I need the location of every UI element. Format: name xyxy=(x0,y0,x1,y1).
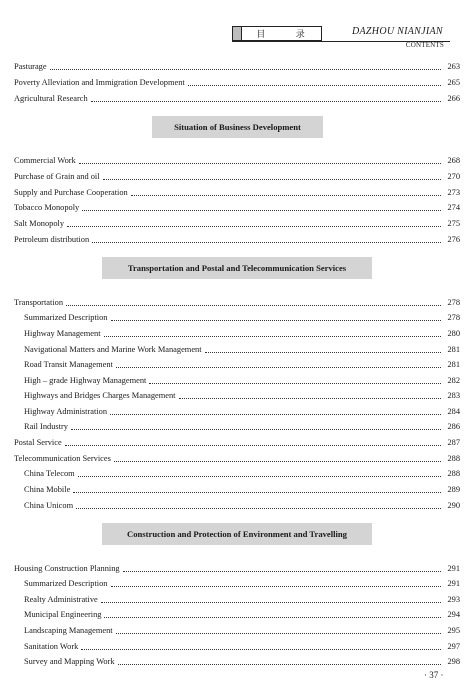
toc-leader-dots xyxy=(103,179,441,180)
toc-entry-page: 295 xyxy=(447,626,460,635)
toc-leader-dots xyxy=(66,305,441,306)
toc-entry-label: Petroleum distribution xyxy=(14,235,90,244)
toc-entry-page: 276 xyxy=(447,235,460,244)
toc-subentry xyxy=(24,606,460,620)
toc-entry-label: Salt Monopoly xyxy=(14,219,65,228)
toc-subentry xyxy=(24,638,460,652)
toc-entry-page: 289 xyxy=(447,485,460,494)
toc-subentry xyxy=(24,309,460,323)
toc-entry-page: 265 xyxy=(447,78,460,87)
toc-entry xyxy=(14,450,460,464)
toc-entry-page: 284 xyxy=(447,407,460,416)
toc-subentry xyxy=(24,325,460,339)
toc-entry-label: Purchase of Grain and oil xyxy=(14,172,100,181)
toc-entry-page: 268 xyxy=(447,156,460,165)
toc-entry xyxy=(14,184,460,198)
toc-leader-dots xyxy=(79,163,441,164)
toc-entry-label: Highways and Bridges Charges Management xyxy=(24,391,176,400)
toc-entry-page: 278 xyxy=(447,313,460,322)
toc-subentry xyxy=(24,372,460,386)
header-cn-char-2: 录 xyxy=(295,29,307,39)
toc-leader-dots xyxy=(101,602,441,603)
toc-entry-label: China Unicom xyxy=(24,501,74,510)
toc-entry-label: Municipal Engineering xyxy=(24,610,102,619)
toc-entry-label: Rail Industry xyxy=(24,422,68,431)
toc-entry-page: 278 xyxy=(447,298,460,307)
section-heading: Construction and Protection of Environment and Travelling xyxy=(102,523,372,545)
toc-subentry xyxy=(24,341,460,355)
toc-entry-label: China Mobile xyxy=(24,485,71,494)
toc-entry-page: 286 xyxy=(447,422,460,431)
toc-leader-dots xyxy=(118,664,441,665)
toc-entry xyxy=(14,74,460,88)
toc-entry-page: 281 xyxy=(447,360,460,369)
toc-entry-label: Highway Management xyxy=(24,329,101,338)
footer-page-number: · 37 · xyxy=(424,670,444,680)
toc-leader-dots xyxy=(82,210,441,211)
toc-entry-page: 287 xyxy=(447,438,460,447)
toc-entry-page: 297 xyxy=(447,642,460,651)
toc-subentry xyxy=(24,497,460,511)
header-contents-box xyxy=(232,26,322,41)
toc-leader-dots xyxy=(78,476,441,477)
toc-entry-page: 290 xyxy=(447,501,460,510)
toc-leader-dots xyxy=(131,195,441,196)
toc-leader-dots xyxy=(149,383,441,384)
toc-leader-dots xyxy=(123,571,441,572)
toc-subentry xyxy=(24,481,460,495)
toc-entry-label: Transportation xyxy=(14,298,64,307)
toc-entry-page: 274 xyxy=(447,203,460,212)
header-cn-char-1: 目 xyxy=(256,29,268,39)
toc-entry xyxy=(14,294,460,308)
toc-leader-dots xyxy=(50,69,441,70)
toc-entry-page: 282 xyxy=(447,376,460,385)
toc-entry-label: Postal Service xyxy=(14,438,62,447)
toc-leader-dots xyxy=(91,101,441,102)
toc-entry-label: High – grade Highway Management xyxy=(24,376,147,385)
toc-entry-label: China Telecom xyxy=(24,469,75,478)
toc-entry xyxy=(14,434,460,448)
toc-leader-dots xyxy=(104,617,441,618)
toc-entry-label: Realty Administrative xyxy=(24,595,98,604)
toc-entry-page: 294 xyxy=(447,610,460,619)
header-subtitle: CONTENTS xyxy=(405,41,444,49)
toc-leader-dots xyxy=(179,398,442,399)
toc-entry-label: Supply and Purchase Cooperation xyxy=(14,188,128,197)
toc-entry-page: 275 xyxy=(447,219,460,228)
toc-entry-page: 270 xyxy=(447,172,460,181)
toc-entry-page: 280 xyxy=(447,329,460,338)
header-gray-mark xyxy=(233,27,242,40)
toc-subentry xyxy=(24,591,460,605)
toc-entry-page: 293 xyxy=(447,595,460,604)
toc-entry-page: 298 xyxy=(447,657,460,666)
toc-leader-dots xyxy=(111,320,442,321)
section-heading: Situation of Business Development xyxy=(152,116,323,138)
section-heading: Transportation and Postal and Telecommunication Services xyxy=(102,257,372,279)
toc-subentry xyxy=(24,575,460,589)
header-title: DAZHOU NIANJIAN xyxy=(352,26,443,37)
toc-entry-page: 263 xyxy=(447,62,460,71)
toc-leader-dots xyxy=(111,586,442,587)
toc-leader-dots xyxy=(92,242,441,243)
toc-leader-dots xyxy=(76,508,441,509)
toc-entry-label: Commercial Work xyxy=(14,156,76,165)
toc-leader-dots xyxy=(65,445,441,446)
toc-entry-page: 288 xyxy=(447,454,460,463)
toc-entry-page: 266 xyxy=(447,94,460,103)
toc-leader-dots xyxy=(114,461,441,462)
toc-entry-label: Landscaping Management xyxy=(24,626,113,635)
toc-entry xyxy=(14,168,460,182)
toc-entry-page: 283 xyxy=(447,391,460,400)
toc-leader-dots xyxy=(104,336,441,337)
toc-subentry xyxy=(24,387,460,401)
toc-leader-dots xyxy=(116,367,441,368)
toc-entry-label: Housing Construction Planning xyxy=(14,564,120,573)
toc-entry-page: 291 xyxy=(447,579,460,588)
toc-entry xyxy=(14,199,460,213)
toc-entry-label: Highway Administration xyxy=(24,407,108,416)
toc-entry-label: Poverty Alleviation and Immigration Development xyxy=(14,78,185,87)
toc-subentry xyxy=(24,356,460,370)
toc-leader-dots xyxy=(116,633,441,634)
toc-entry-label: Pasturage xyxy=(14,62,47,71)
toc-entry-label: Summarized Description xyxy=(24,579,108,588)
toc-entry-page: 273 xyxy=(447,188,460,197)
toc-entry xyxy=(14,58,460,72)
toc-entry-label: Survey and Mapping Work xyxy=(24,657,115,666)
toc-entry-label: Tobacco Monopoly xyxy=(14,203,80,212)
toc-entry-label: Sanitation Work xyxy=(24,642,79,651)
toc-entry xyxy=(14,560,460,574)
toc-subentry xyxy=(24,653,460,667)
toc-entry-label: Navigational Matters and Marine Work Management xyxy=(24,345,202,354)
toc-entry-label: Agricultural Research xyxy=(14,94,88,103)
toc-entry xyxy=(14,152,460,166)
toc-leader-dots xyxy=(110,414,441,415)
toc-subentry xyxy=(24,403,460,417)
toc-subentry xyxy=(24,465,460,479)
toc-entry xyxy=(14,90,460,104)
toc-leader-dots xyxy=(81,649,441,650)
toc-entry-page: 288 xyxy=(447,469,460,478)
toc-entry-page: 291 xyxy=(447,564,460,573)
toc-entry xyxy=(14,215,460,229)
toc-subentry xyxy=(24,418,460,432)
toc-leader-dots xyxy=(67,226,441,227)
toc-entry xyxy=(14,231,460,245)
toc-leader-dots xyxy=(188,85,441,86)
toc-leader-dots xyxy=(71,429,441,430)
toc-leader-dots xyxy=(73,492,441,493)
toc-entry-label: Telecommunication Services xyxy=(14,454,111,463)
toc-entry-label: Summarized Description xyxy=(24,313,108,322)
toc-subentry xyxy=(24,622,460,636)
toc-entry-label: Road Transit Management xyxy=(24,360,113,369)
toc-entry-page: 281 xyxy=(447,345,460,354)
toc-leader-dots xyxy=(205,352,441,353)
